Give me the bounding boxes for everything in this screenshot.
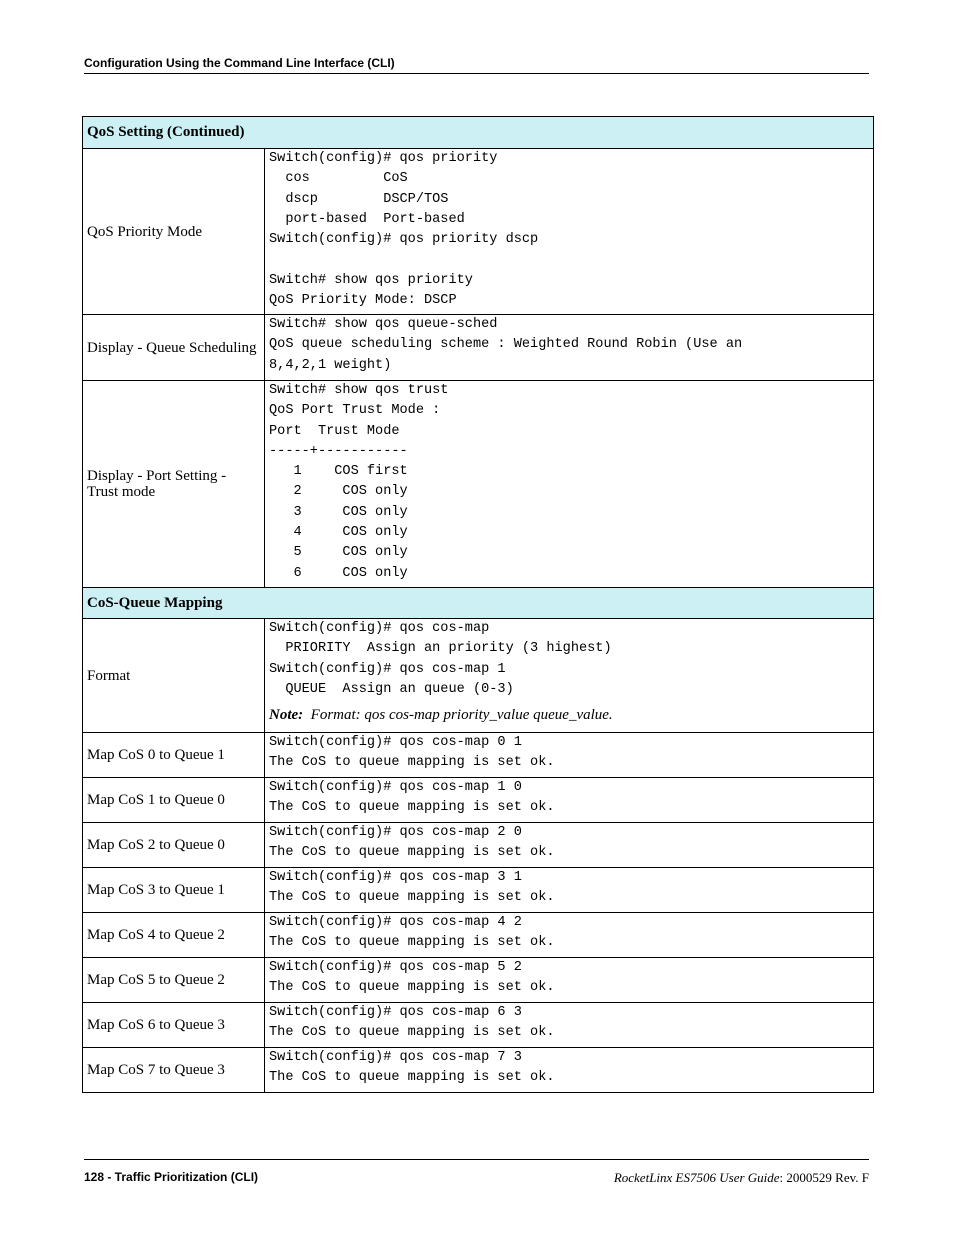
row-label: Display - Queue Scheduling [83,315,265,381]
table-row [83,823,874,868]
row-label: Map CoS 6 to Queue 3 [83,1003,265,1048]
table-row [83,315,874,381]
cli-code: Switch(config)# qos cos-map 4 2 The CoS to queue mapping is set ok. [269,915,555,951]
row-label: Map CoS 4 to Queue 2 [83,913,265,958]
table-row [83,1048,874,1093]
cli-code: Switch(config)# qos cos-map 7 3 The CoS to queue mapping is set ok. [269,1050,555,1086]
cli-code: Switch# show qos trust QoS Port Trust Mode : Port Trust Mode -----+----------- 1 COS first 2 COS only 3 COS only 4 COS only 5 COS only 6 COS only [269,383,449,581]
table-row [83,1003,874,1048]
qos-cli-table [82,116,874,1093]
table-row [83,958,874,1003]
table-row [83,733,874,778]
footer-doc-id [614,1170,869,1186]
row-label: Map CoS 0 to Queue 1 [83,733,265,778]
row-label: Map CoS 1 to Queue 0 [83,778,265,823]
cli-code: Switch(config)# qos cos-map 6 3 The CoS to queue mapping is set ok. [269,1005,555,1041]
row-label: Map CoS 2 to Queue 0 [83,823,265,868]
table-row [83,778,874,823]
table-row [83,381,874,588]
cli-code: Switch(config)# qos cos-map PRIORITY Assign an priority (3 highest) Switch(config)# qos cos-map 1 QUEUE Assign an queue (0-3) [269,621,612,697]
footer-page-label: 128 - Traffic Prioritization (CLI) [84,1170,259,1184]
note-label: Note: [269,707,304,724]
row-label: Format [83,619,265,733]
running-header: Configuration Using the Command Line Interface (CLI) [84,56,395,70]
table-row [83,868,874,913]
row-label: Display - Port Setting - Trust mode [83,381,265,588]
footer-revision: : 2000529 Rev. F [779,1170,869,1185]
row-label: Map CoS 5 to Queue 2 [83,958,265,1003]
cli-code: Switch# show qos queue-sched QoS queue scheduling scheme : Weighted Round Robin (Use an 8,4,2,1 weight) [269,317,743,373]
row-label: Map CoS 3 to Queue 1 [83,868,265,913]
header-rule [84,73,869,74]
cli-code: Switch(config)# qos cos-map 2 0 The CoS to queue mapping is set ok. [269,825,555,861]
table-row [83,913,874,958]
table-row [83,619,874,733]
cli-code: Switch(config)# qos cos-map 1 0 The CoS to queue mapping is set ok. [269,780,555,816]
cli-code: Switch(config)# qos cos-map 0 1 The CoS to queue mapping is set ok. [269,735,555,771]
row-label: Map CoS 7 to Queue 3 [83,1048,265,1093]
footer-product: RocketLinx ES7506 User Guide [613,1170,780,1185]
note-text: Format: qos cos-map priority_value queue_value. [310,707,613,724]
row-label: QoS Priority Mode [83,149,265,315]
section-header-qos-setting: QoS Setting (Continued) [83,117,874,149]
section-header-cos-queue-mapping: CoS-Queue Mapping [83,588,874,619]
cli-code: Switch(config)# qos cos-map 3 1 The CoS to queue mapping is set ok. [269,870,555,906]
format-note [269,707,869,724]
footer-rule [84,1159,869,1160]
table-row [83,149,874,315]
cli-code: Switch(config)# qos priority cos CoS dscp DSCP/TOS port-based Port-based Switch(config)# qos priority dscp Switch# show qos priority QoS Priority Mode: DSCP [269,151,539,309]
cli-code: Switch(config)# qos cos-map 5 2 The CoS to queue mapping is set ok. [269,960,555,996]
